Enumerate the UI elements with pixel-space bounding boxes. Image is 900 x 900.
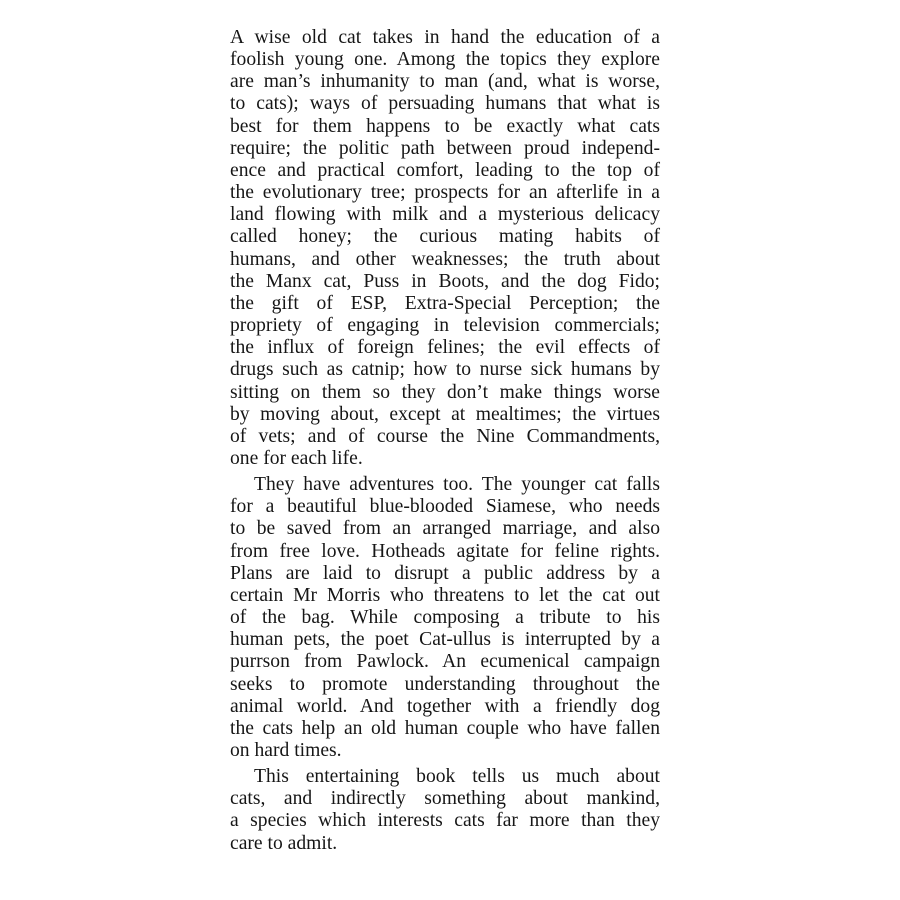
text-line: best for them happens to be exactly what cats [230,115,660,137]
text-line: require; the politic path between proud independ- [230,137,660,159]
text-line: on hard times. [230,740,342,761]
text-line: the cats help an old human couple who have fallen [230,717,660,739]
text-line: one for each life. [230,447,363,469]
text-line: are man’s inhumanity to man (and, what is worse, [230,71,660,93]
text-line: the evolutionary tree; prospects for an afterlife in a [230,182,660,204]
text-line: from free love. Hotheads agitate for feline rights. [230,540,660,562]
paragraph-1 [230,27,660,470]
text-line: They have adventures too. The younger cat falls [254,474,660,496]
text-line: of vets; and of course the Nine Commandments, [230,425,660,447]
text-line: the Manx cat, Puss in Boots, and the dog Fido; [230,270,660,292]
text-line: of the bag. While composing a tribute to his [230,607,660,629]
text-line: care to admit. [230,832,338,854]
text-line: ence and practical comfort, leading to the top of [230,159,660,181]
text-line: Plans are laid to disrupt a public address by a [230,562,660,584]
text-line: for a beautiful blue-blooded Siamese, who needs [230,496,660,518]
text-line: humans, and other weaknesses; the truth about [230,248,660,270]
text-line: drugs such as catnip; how to nurse sick humans by [230,359,660,381]
text-line: purrson from Pawlock. An ecumenical campaign [230,651,660,673]
text-line: human pets, the poet Cat-ullus is interrupted by a [230,629,660,651]
text-line: sitting on them so they don’t make things worse [230,381,660,403]
text-line: seeks to promote understanding throughout the [230,673,660,695]
text-line: to cats); ways of persuading humans that what is [230,93,660,115]
text-line: certain Mr Morris who threatens to let the cat out [230,584,660,606]
text-line: to be saved from an arranged marriage, and also [230,518,660,540]
text-line: a species which interests cats far more than they [230,810,660,832]
paragraph-3 [230,766,660,855]
blurb-text-block [230,27,660,855]
paragraph-2 [230,474,660,762]
text-line: cats, and indirectly something about mankind, [230,788,660,810]
text-line: foolish young one. Among the topics they explore [230,49,660,71]
text-line: the gift of ESP, Extra-Special Perception; the [230,292,660,314]
text-line: land flowing with milk and a mysterious delicacy [230,204,660,226]
text-line: propriety of engaging in television commercials; [230,315,660,337]
text-line: This entertaining book tells us much about [254,766,660,788]
text-line: called honey; the curious mating habits of [230,226,660,248]
text-line: A wise old cat takes in hand the education of a [230,27,660,48]
text-line: by moving about, except at mealtimes; the virtues [230,403,660,425]
text-line: animal world. And together with a friendly dog [230,695,660,717]
text-line: the influx of foreign felines; the evil effects of [230,337,660,359]
